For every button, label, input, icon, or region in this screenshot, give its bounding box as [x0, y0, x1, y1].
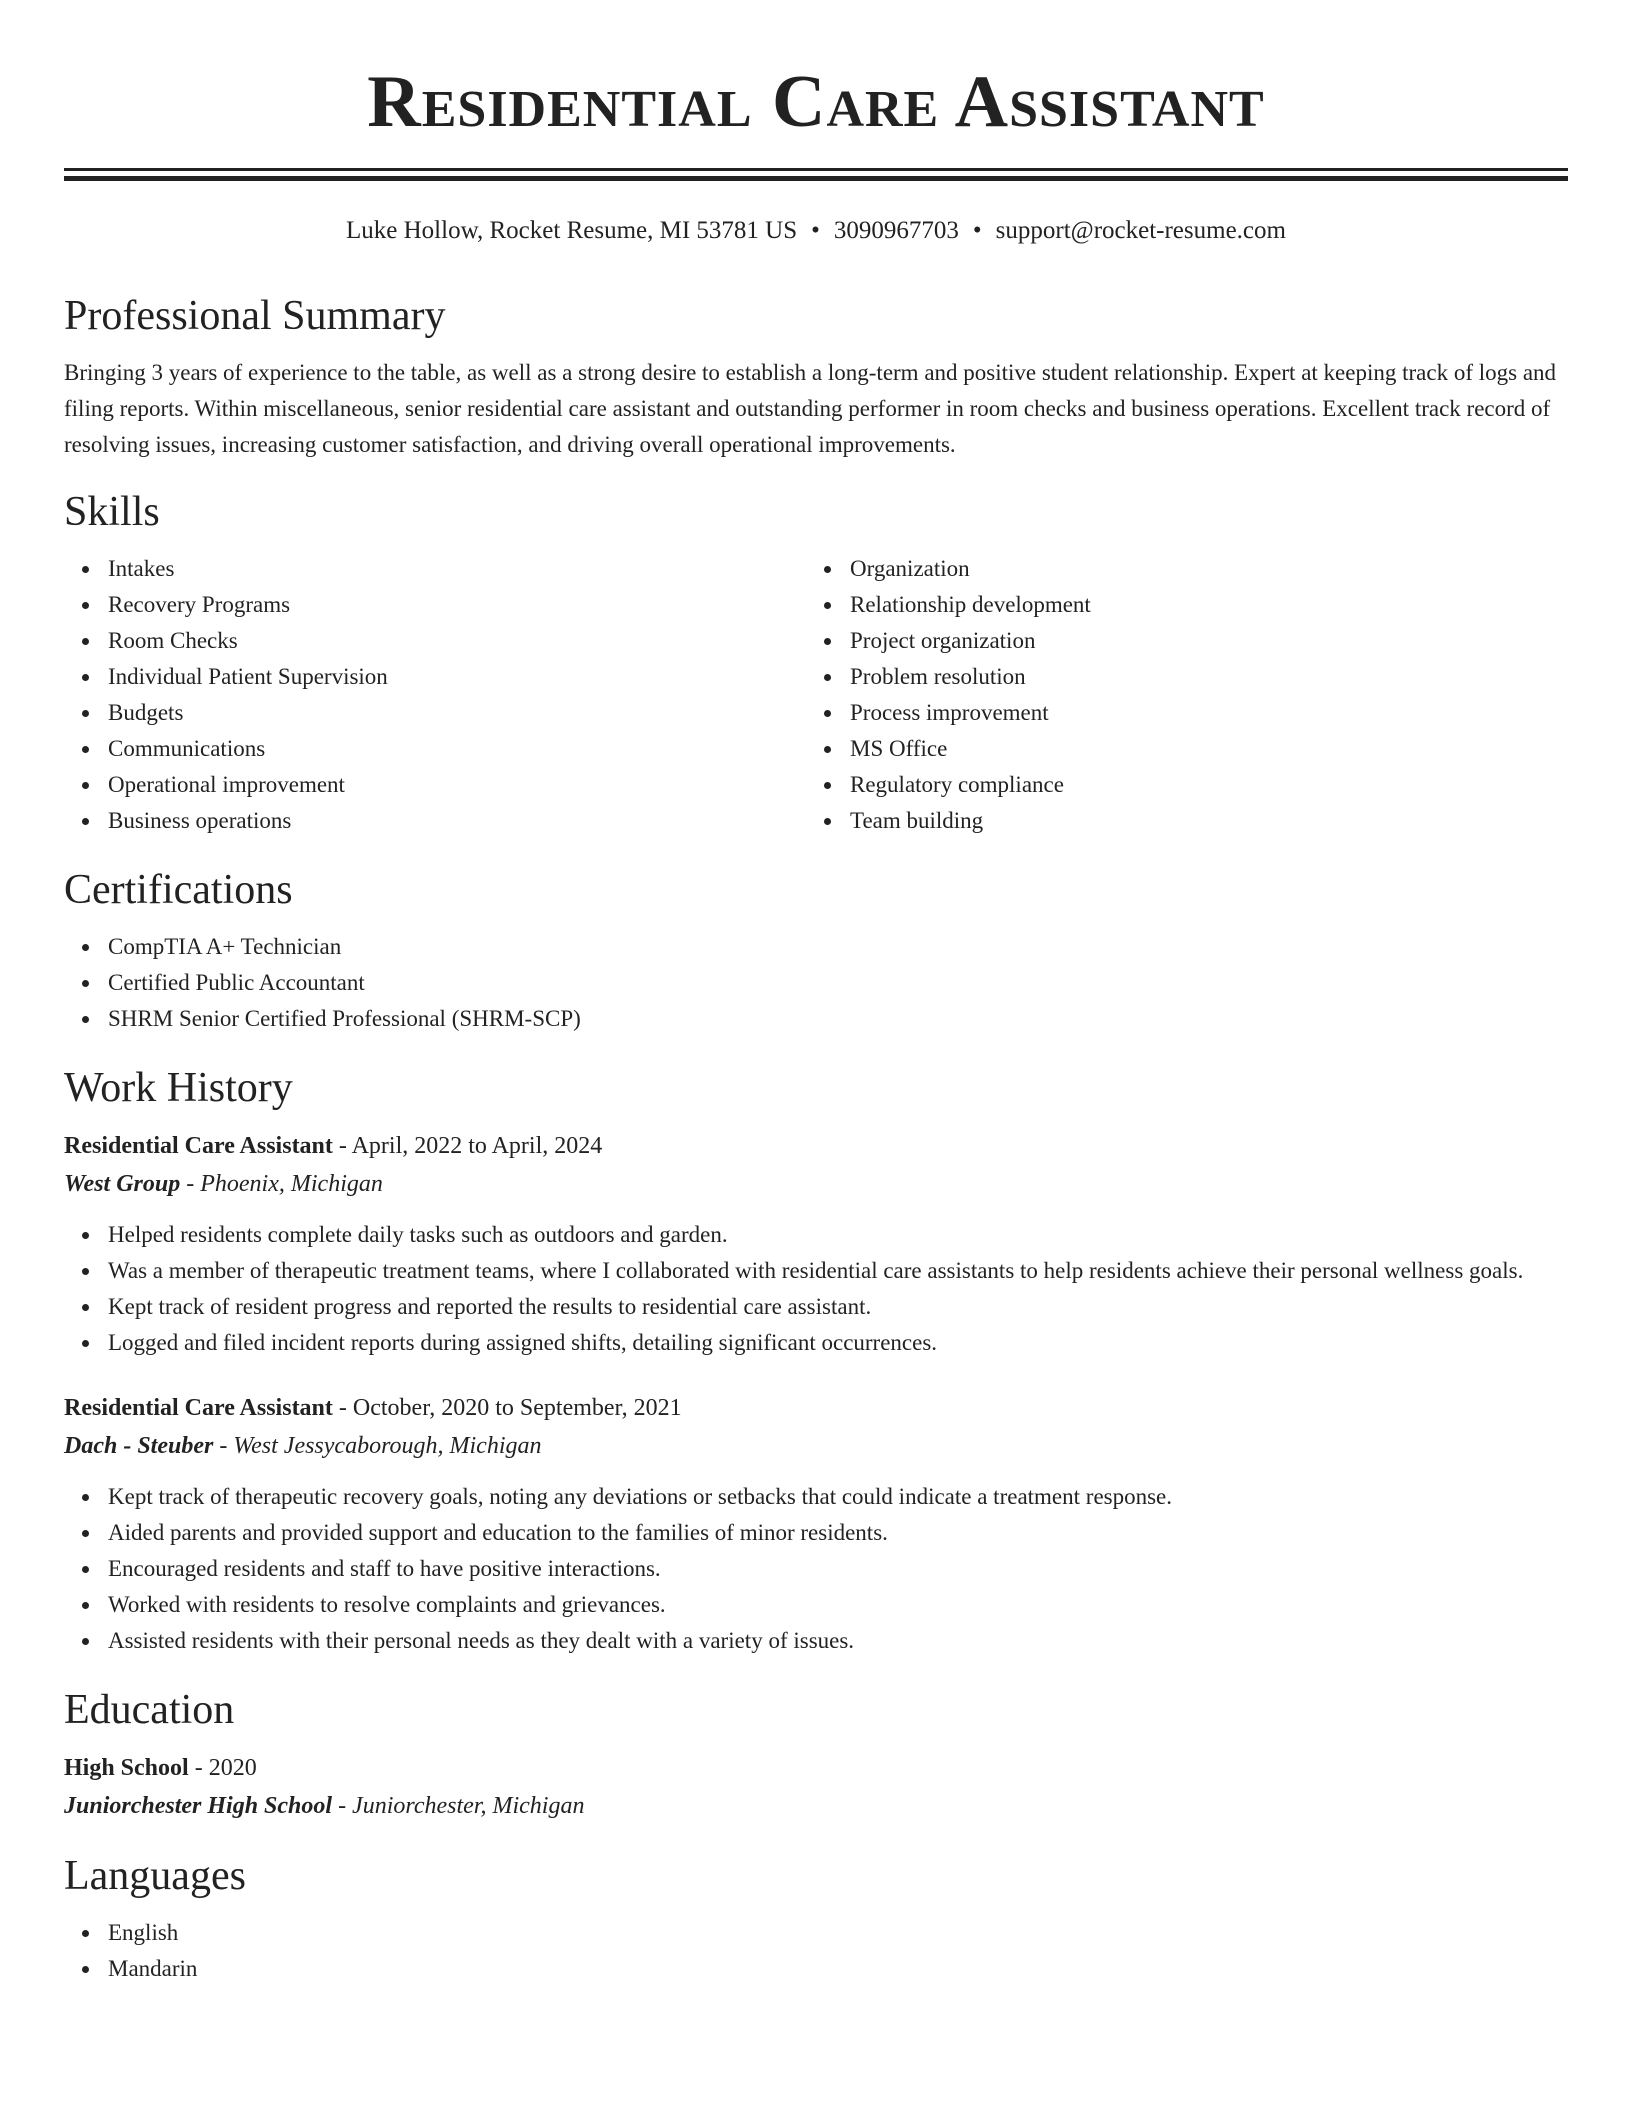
job-bullet: Worked with residents to resolve complaints and grievances.	[64, 1587, 1568, 1623]
education-location: - Juniorchester, Michigan	[332, 1793, 585, 1819]
job-location: - West Jessycaborough, Michigan	[213, 1433, 542, 1459]
certifications-list	[64, 929, 1568, 1037]
skill-item: Relationship development	[806, 587, 1548, 623]
skills-list-left	[64, 551, 806, 839]
skills-list-right	[806, 551, 1548, 839]
certification-item: CompTIA A+ Technician	[64, 929, 1568, 965]
job-dates: - October, 2020 to September, 2021	[332, 1395, 682, 1421]
job-location: - Phoenix, Michigan	[180, 1171, 383, 1197]
job-bullet: Kept track of resident progress and reported the results to residential care assistant.	[64, 1289, 1568, 1325]
resume-page	[64, 0, 1568, 1987]
education-entry	[64, 1749, 1568, 1825]
skill-item: Communications	[64, 731, 806, 767]
education-school-line	[64, 1787, 1568, 1825]
contact-separator: •	[811, 217, 820, 244]
job-bullet: Logged and filed incident reports during assigned shifts, detailing significant occurrences.	[64, 1325, 1568, 1361]
certification-item: Certified Public Accountant	[64, 965, 1568, 1001]
skill-item: Problem resolution	[806, 659, 1548, 695]
job-title: Residential Care Assistant	[64, 1395, 333, 1421]
resume-title: Residential Care Assistant	[367, 61, 1265, 143]
job-title-line	[64, 1127, 1568, 1165]
work-history-heading: Work History	[64, 1065, 293, 1111]
skill-item: Team building	[806, 803, 1548, 839]
contact-separator: •	[972, 217, 982, 244]
skill-item: Recovery Programs	[64, 587, 806, 623]
skill-item: Individual Patient Supervision	[64, 659, 806, 695]
skill-item: Regulatory compliance	[806, 767, 1548, 803]
skill-item: Project organization	[806, 623, 1548, 659]
job-title: Residential Care Assistant	[64, 1133, 333, 1159]
contact-email: support@rocket-resume.com	[995, 217, 1286, 244]
job-bullet: Encouraged residents and staff to have positive interactions.	[64, 1551, 1568, 1587]
language-item: Mandarin	[64, 1951, 1568, 1987]
skill-item: Process improvement	[806, 695, 1548, 731]
job-entry	[64, 1127, 1568, 1361]
summary-heading: Professional Summary	[64, 293, 446, 339]
contact-line	[64, 215, 1568, 247]
skills-heading: Skills	[64, 489, 160, 535]
job-bullet-list	[64, 1479, 1568, 1659]
job-title-line	[64, 1389, 1568, 1427]
job-bullet-list	[64, 1217, 1568, 1361]
title-divider-top	[64, 168, 1568, 171]
language-item: English	[64, 1915, 1568, 1951]
skill-item: Room Checks	[64, 623, 806, 659]
education-year: - 2020	[188, 1755, 257, 1781]
job-company-line	[64, 1427, 1568, 1465]
education-heading: Education	[64, 1687, 235, 1733]
education-degree-line	[64, 1749, 1568, 1787]
job-dates: - April, 2022 to April, 2024	[332, 1133, 603, 1159]
job-bullet: Helped residents complete daily tasks such as outdoors and garden.	[64, 1217, 1568, 1253]
skills-grid	[64, 551, 1568, 839]
skill-item: Organization	[806, 551, 1548, 587]
job-entry	[64, 1389, 1568, 1659]
job-company-line	[64, 1165, 1568, 1203]
title-divider-bottom	[64, 176, 1568, 181]
job-company: West Group	[64, 1171, 181, 1197]
job-bullet: Assisted residents with their personal needs as they dealt with a variety of issues.	[64, 1623, 1568, 1659]
languages-heading: Languages	[64, 1853, 246, 1899]
skill-item: Operational improvement	[64, 767, 806, 803]
languages-list	[64, 1915, 1568, 1987]
job-bullet: Aided parents and provided support and education to the families of minor residents.	[64, 1515, 1568, 1551]
skill-item: Business operations	[64, 803, 806, 839]
certifications-heading: Certifications	[64, 867, 293, 913]
contact-phone: 3090967703	[833, 217, 959, 244]
contact-address: Luke Hollow, Rocket Resume, MI 53781 US	[346, 217, 798, 244]
job-bullet: Was a member of therapeutic treatment teams, where I collaborated with residential care assistants to help residents achieve their personal wellness goals.	[64, 1253, 1568, 1289]
job-bullet: Kept track of therapeutic recovery goals, noting any deviations or setbacks that could indicate a treatment response.	[64, 1479, 1568, 1515]
skill-item: MS Office	[806, 731, 1548, 767]
certification-item: SHRM Senior Certified Professional (SHRM-SCP)	[64, 1001, 1568, 1037]
skill-item: Budgets	[64, 695, 806, 731]
education-school: Juniorchester High School	[64, 1793, 333, 1819]
skill-item: Intakes	[64, 551, 806, 587]
summary-text: Bringing 3 years of experience to the table, as well as a strong desire to establish a long-term and positive student relationship. Expert at keeping track of logs and filing reports. Within miscellaneous, senior residential care assistant and outstanding performer in room checks and business operations. Excellent track record of resolving issues, increasing customer satisfaction, and driving overall operational improvements.	[64, 360, 1557, 457]
job-company: Dach - Steuber	[64, 1433, 214, 1459]
education-degree: High School	[64, 1755, 189, 1781]
